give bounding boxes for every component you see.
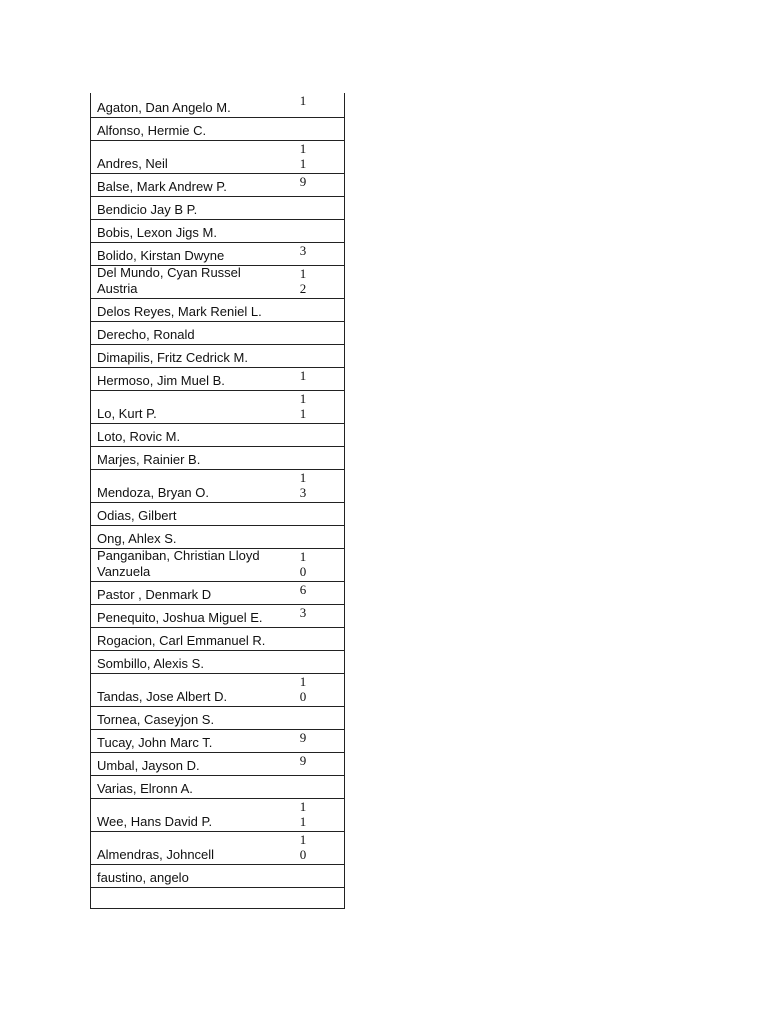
student-name: Derecho, Ronald [97,327,195,342]
student-name: Andres, Neil [97,156,168,171]
student-name: Tandas, Jose Albert D. [97,689,228,704]
student-name: Panganiban, Christian Lloyd Vanzuela [97,548,260,579]
table-row [91,322,344,345]
score-value: 9 [299,730,307,745]
table-row [91,118,344,141]
table-row [91,651,344,674]
table-row [91,220,344,243]
student-name: Pastor , Denmark D [97,587,212,602]
score-value: 6 [299,582,307,597]
student-name: Delos Reyes, Mark Reniel L. [97,304,262,319]
student-name: Tornea, Caseyjon S. [97,712,215,727]
table-row [91,832,344,865]
student-name: Bolido, Kirstan Dwyne [97,248,225,263]
student-name: Loto, Rovic M. [97,429,181,444]
score-value: 1 0 [299,549,307,579]
score-value: 1 3 [299,470,307,500]
student-name: Varias, Elronn A. [97,781,193,796]
student-name: Balse, Mark Andrew P. [97,179,227,194]
student-name: Alfonso, Hermie C. [97,123,207,138]
score-value: 3 [299,605,307,620]
table-row [91,865,344,888]
student-name: Penequito, Joshua Miguel E. [97,610,263,625]
student-name: Marjes, Rainier B. [97,452,201,467]
table-row [91,628,344,651]
table-row [91,197,344,220]
student-name: Almendras, Johncell [97,847,215,862]
score-value: 1 1 [299,391,307,421]
score-value: 9 [299,174,307,189]
table-row [91,674,344,707]
student-name: Bendicio Jay B P. [97,202,198,217]
table-row [91,503,344,526]
table-row [91,470,344,503]
student-name: Tucay, John Marc T. [97,735,213,750]
student-name: Del Mundo, Cyan Russel Austria [97,265,241,296]
score-value: 1 0 [299,832,307,862]
score-value: 1 [299,368,307,383]
table-row [91,730,344,753]
table-row [91,753,344,776]
table-row [91,368,344,391]
table-row [91,424,344,447]
score-value: 1 2 [299,266,307,296]
student-name: Agaton, Dan Angelo M. [97,100,231,115]
table-row [91,582,344,605]
table-row [91,345,344,368]
score-value: 9 [299,753,307,768]
table-row [91,447,344,470]
student-name: Odias, Gilbert [97,508,177,523]
score-value: 3 [299,243,307,258]
table-row [91,174,344,197]
table-row [91,605,344,628]
student-name: Umbal, Jayson D. [97,758,200,773]
table-row [91,266,344,299]
score-value: 1 0 [299,674,307,704]
score-value: 1 1 [299,799,307,829]
student-name: Lo, Kurt P. [97,406,157,421]
student-name: Rogacion, Carl Emmanuel R. [97,633,266,648]
table-row [91,93,344,118]
table-row [91,243,344,266]
table-row [91,141,344,174]
student-name: Dimapilis, Fritz Cedrick M. [97,350,248,365]
table-row [91,888,344,909]
table-row [91,707,344,730]
student-name: Hermoso, Jim Muel B. [97,373,225,388]
table-row [91,391,344,424]
student-name: Wee, Hans David P. [97,814,213,829]
score-value: 1 1 [299,141,307,171]
student-name: Bobis, Lexon Jigs M. [97,225,217,240]
student-name: Sombillo, Alexis S. [97,656,204,671]
table-row [91,776,344,799]
student-name: Ong, Ahlex S. [97,531,177,546]
table-row [91,799,344,832]
table-row [91,526,344,549]
name-list-table [90,93,345,909]
table-row [91,299,344,322]
student-name: faustino, angelo [97,870,189,885]
table-row [91,549,344,582]
score-value: 1 [299,93,307,108]
student-name: Mendoza, Bryan O. [97,485,209,500]
